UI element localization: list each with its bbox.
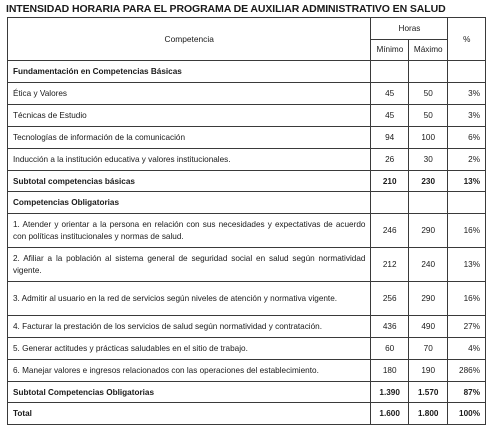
max-cell: 290 — [408, 282, 448, 316]
competencia-cell: Ética y Valores — [8, 83, 371, 105]
subtotal-row-basicas — [8, 171, 486, 192]
min-cell: 60 — [371, 338, 408, 360]
competencia-cell: Tecnologías de información de la comunicación — [8, 127, 371, 149]
total-label: Total — [8, 403, 371, 425]
pct-cell: 3% — [448, 105, 486, 127]
section-title: Competencias Obligatorias — [8, 192, 371, 214]
table-row — [8, 360, 486, 382]
max-cell: 240 — [408, 248, 448, 282]
subtotal-max: 230 — [408, 171, 448, 192]
section-row-obligatorias — [8, 192, 486, 214]
max-cell: 290 — [408, 214, 448, 248]
hours-table — [7, 17, 486, 425]
header-row — [8, 18, 486, 40]
min-cell: 45 — [371, 83, 408, 105]
header-minimo: Mínimo — [371, 39, 408, 61]
pct-cell: 13% — [448, 248, 486, 282]
pct-cell: 6% — [448, 127, 486, 149]
max-cell: 490 — [408, 316, 448, 338]
table-row — [8, 214, 486, 248]
subtotal-pct: 87% — [448, 382, 486, 403]
min-cell: 246 — [371, 214, 408, 248]
subtotal-max: 1.570 — [408, 382, 448, 403]
min-cell: 436 — [371, 316, 408, 338]
table-row — [8, 127, 486, 149]
section-row-basicas — [8, 61, 486, 83]
table-row — [8, 316, 486, 338]
section-title: Fundamentación en Competencias Básicas — [8, 61, 371, 83]
competencia-cell: 1. Atender y orientar a la persona en relación con sus necesidades y expectativas de acuerdo con políticas institucionales y normas de salud. — [8, 214, 371, 248]
min-cell: 94 — [371, 127, 408, 149]
table-row — [8, 105, 486, 127]
table-row — [8, 248, 486, 282]
min-cell: 26 — [371, 149, 408, 171]
competencia-cell: Técnicas de Estudio — [8, 105, 371, 127]
max-cell: 30 — [408, 149, 448, 171]
table-row — [8, 83, 486, 105]
table-row — [8, 282, 486, 316]
table-row — [8, 338, 486, 360]
competencia-cell: 3. Admitir al usuario en la red de servicios según niveles de atención y normativa vigente. — [8, 282, 371, 316]
pct-cell: 3% — [448, 83, 486, 105]
document-title: INTENSIDAD HORARIA PARA EL PROGRAMA DE AUXILIAR ADMINISTRATIVO EN SALUD — [6, 3, 446, 15]
max-cell: 190 — [408, 360, 448, 382]
pct-cell: 2% — [448, 149, 486, 171]
pct-cell: 16% — [448, 214, 486, 248]
subtotal-label: Subtotal Competencias Obligatorias — [8, 382, 371, 403]
max-cell: 50 — [408, 83, 448, 105]
subtotal-pct: 13% — [448, 171, 486, 192]
max-cell: 50 — [408, 105, 448, 127]
total-min: 1.600 — [371, 403, 408, 425]
subtotal-label: Subtotal competencias básicas — [8, 171, 371, 192]
subtotal-min: 1.390 — [371, 382, 408, 403]
max-cell: 100 — [408, 127, 448, 149]
total-pct: 100% — [448, 403, 486, 425]
header-horas: Horas — [371, 18, 448, 40]
competencia-cell: 5. Generar actitudes y prácticas saludables en el sitio de trabajo. — [8, 338, 371, 360]
pct-cell: 27% — [448, 316, 486, 338]
table-row — [8, 149, 486, 171]
header-competencia: Competencia — [8, 18, 371, 61]
max-cell: 70 — [408, 338, 448, 360]
header-maximo: Máximo — [408, 39, 448, 61]
total-row — [8, 403, 486, 425]
subtotal-min: 210 — [371, 171, 408, 192]
subtotal-row-obligatorias — [8, 382, 486, 403]
competencia-cell: 6. Manejar valores e ingresos relacionados con las operaciones del establecimiento. — [8, 360, 371, 382]
competencia-cell: Inducción a la institución educativa y valores institucionales. — [8, 149, 371, 171]
min-cell: 180 — [371, 360, 408, 382]
pct-cell: 4% — [448, 338, 486, 360]
min-cell: 256 — [371, 282, 408, 316]
header-percent: % — [448, 18, 486, 61]
pct-cell: 286% — [448, 360, 486, 382]
pct-cell: 16% — [448, 282, 486, 316]
competencia-cell: 4. Facturar la prestación de los servicios de salud según normatividad y contratación. — [8, 316, 371, 338]
min-cell: 45 — [371, 105, 408, 127]
min-cell: 212 — [371, 248, 408, 282]
competencia-cell: 2. Afiliar a la población al sistema general de seguridad social en salud según normatividad vigente. — [8, 248, 371, 282]
total-max: 1.800 — [408, 403, 448, 425]
